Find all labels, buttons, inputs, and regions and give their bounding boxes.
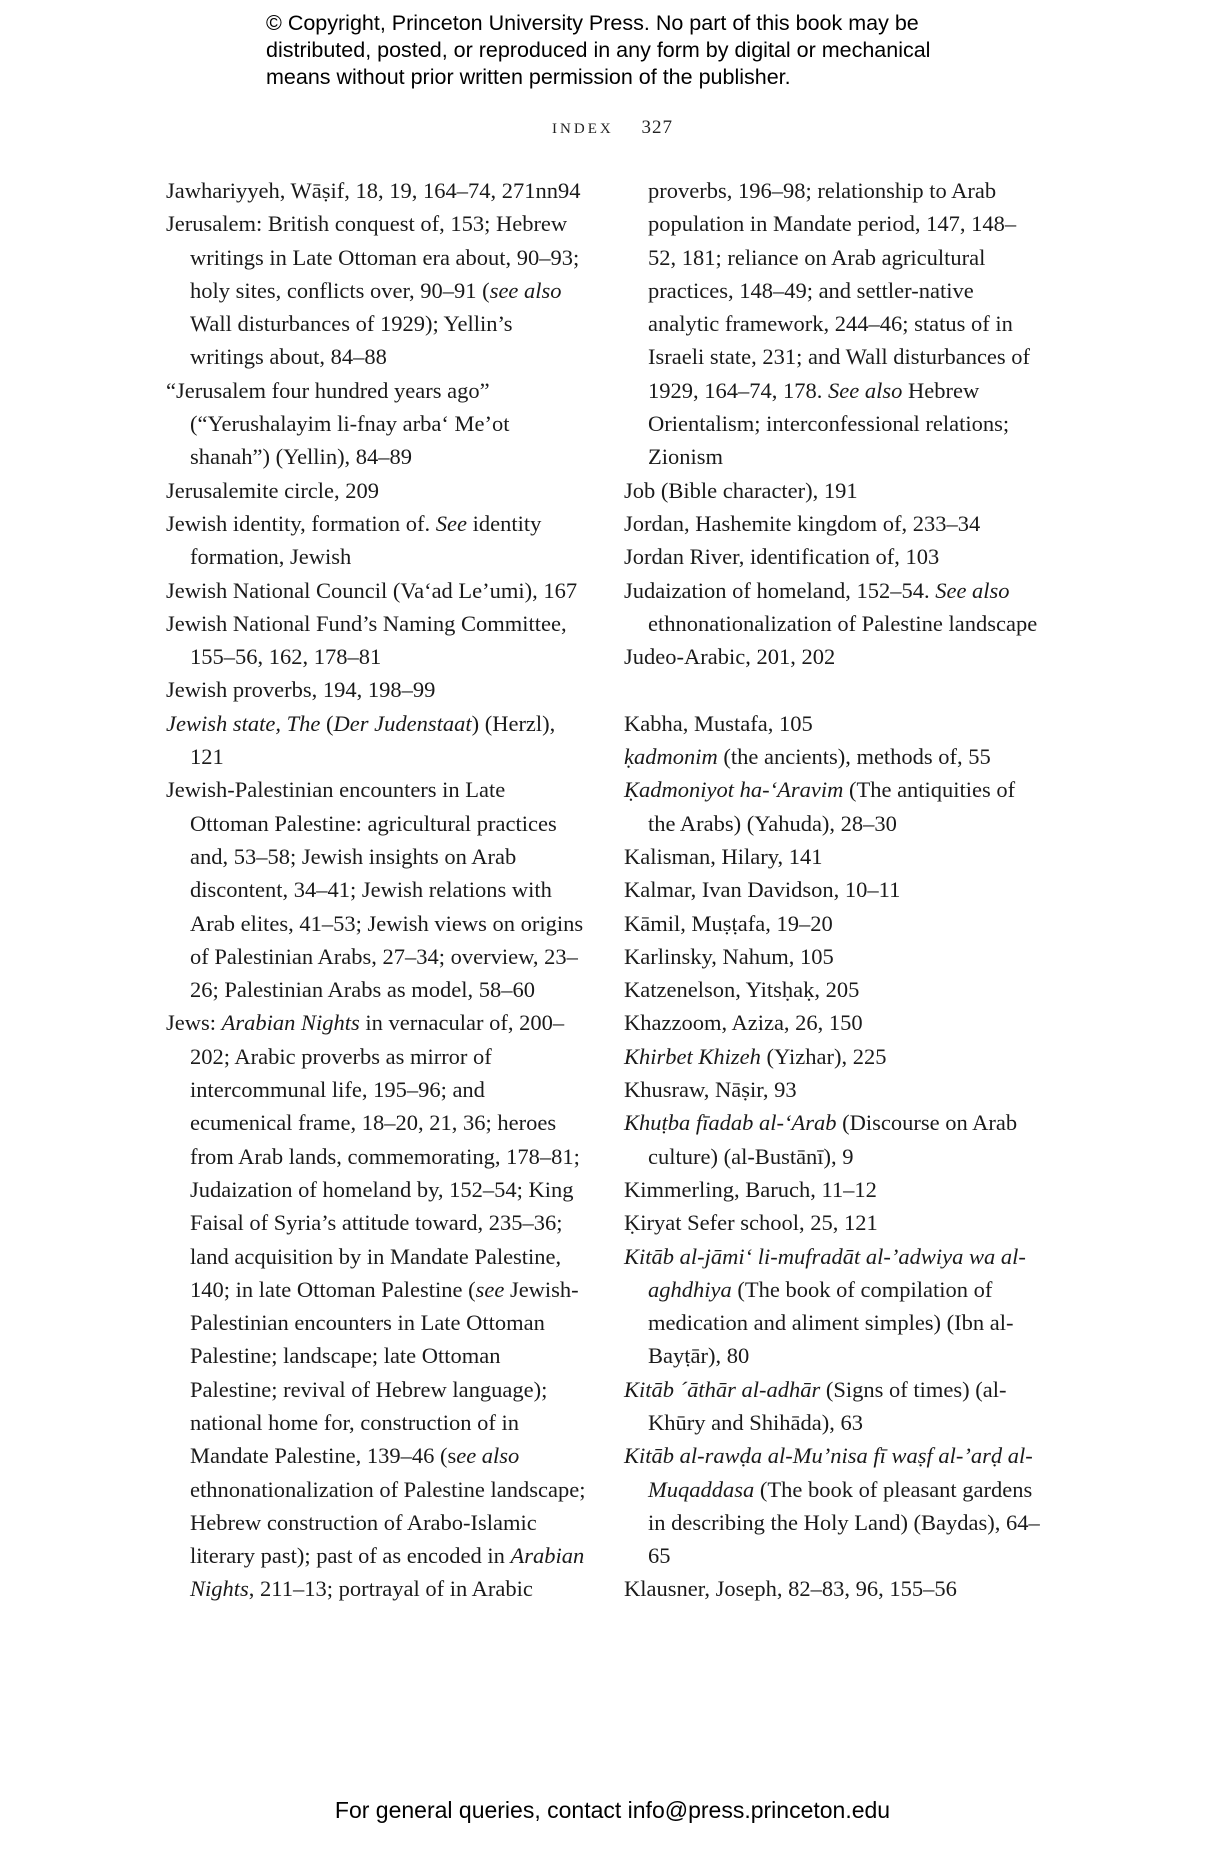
index-entry: ḳadmonim (the ancients), methods of, 55 <box>624 744 991 770</box>
index-entry: Jordan River, identification of, 103 <box>624 544 940 570</box>
index-entry: Jewish identity, formation of. See identity formation, Jewish <box>166 510 542 570</box>
index-entry: Jewish proverbs, 194, 198–99 <box>166 677 436 703</box>
index-entry: Ḳiryat Sefer school, 25, 121 <box>624 1210 878 1236</box>
index-entry: Kabha, Mustafa, 105 <box>624 710 813 736</box>
index-entry: Jews: Arabian Nights in vernacular of, 200–202; Arabic proverbs as mirror of intercommunal life, 195–96; and ecumenical frame, 18–20, 21, 36; heroes from Arab lands, commemorating, 178–81; Judaization of homeland by, 152–54; King Faisal of Syria’s attitude toward, 235–36; land acquisition by in Mandate Palestine, 140; in late Ottoman Palestine (see Jewish-Palestinian encounters in Late Ottoman Palestine; landscape; late Ottoman Palestine; revival of Hebrew language); national home for, construction of in Mandate Palestine, 139–46 (see also ethnonationalization of Palestine landscape; Hebrew construction of Arabo-Islamic literary past); past of as encoded in Arabian Nights, 211–13; portrayal of in Arabic <box>166 1010 586 1602</box>
index-entry: Jerusalemite circle, 209 <box>166 477 380 503</box>
running-head-label: index <box>552 114 614 138</box>
letter-section-gap <box>624 673 1044 706</box>
footer-contact: For general queries, contact info@press.princeton.edu <box>334 1797 891 1823</box>
copyright-line: distributed, posted, or reproduced in any form by digital or mechanical <box>266 38 931 62</box>
index-entry: Jewish National Fund’s Naming Committee, 155–56, 162, 178–81 <box>166 610 567 670</box>
index-entry: Ḳadmoniyot ha-‘Aravim (The antiquities of the Arabs) (Yahuda), 28–30 <box>624 777 1016 836</box>
index-column-right <box>624 174 1044 1606</box>
index-entry: Jerusalem: British conquest of, 153; Hebrew writings in Late Ottoman era about, 90–93; holy sites, conflicts over, 90–91 (see also Wall disturbances of 1929); Yellin’s writings about, 84–88 <box>166 211 580 370</box>
index-entry: Jewish-Palestinian encounters in Late Ottoman Palestine: agricultural practices and, 53–58; Jewish insights on Arab discontent, 34–41; Jewish relations with Arab elites, 41–53; Jewish views on origins of Palestinian Arabs, 27–34; overview, 23–26; Palestinian Arabs as model, 58–60 <box>166 777 584 1003</box>
index-entry: Khazzoom, Aziza, 26, 150 <box>624 1010 863 1036</box>
index-entry: Karlinsky, Nahum, 105 <box>624 943 834 969</box>
index-entry: Jawhariyyeh, Wāṣif, 18, 19, 164–74, 271nn94 <box>166 178 581 203</box>
index-entry: Kitāb ´āthār al-adhār (Signs of times) (al-Khūry and Shihāda), 63 <box>624 1376 1007 1435</box>
index-entry: Kalmar, Ivan Davidson, 10–11 <box>624 877 901 903</box>
index-entry: Jewish state, The (Der Judenstaat) (Herzl), 121 <box>166 710 556 770</box>
copyright-line: means without prior written permission of the publisher. <box>266 65 791 89</box>
copyright-line: © Copyright, Princeton University Press. No part of this book may be <box>266 11 919 35</box>
index-entry: “Jerusalem four hundred years ago” (“Yerushalayim li-fnay arba‘ Me’ot shanah”) (Yellin), 84–89 <box>166 377 510 470</box>
index-entry: Jewish National Council (Va‘ad Le’umi), 167 <box>166 577 578 603</box>
index-entry: Kitāb al-rawḍa al-Mu’nisa fī waṣf al-’arḍ al-Muqaddasa (The book of pleasant gardens in describing the Holy Land) (Baydas), 64–65 <box>624 1443 1040 1569</box>
page-number: 327 <box>641 117 673 138</box>
index-entry: Judaization of homeland, 152–54. See also ethnonationalization of Palestine landscape <box>624 577 1038 636</box>
index-entry: Klausner, Joseph, 82–83, 96, 155–56 <box>624 1576 957 1602</box>
index-entry: Kalisman, Hilary, 141 <box>624 843 823 869</box>
copyright-notice <box>266 10 1026 91</box>
index-entry-continued: proverbs, 196–98; relationship to Arab population in Mandate period, 147, 148–52, 181; reliance on Arab agricultural practices, 148–49; and settler-native analytic framework, 244–46; status of in Israeli state, 231; and Wall disturbances of 1929, 164–74, 178. See also Hebrew Orientalism; interconfessional relations; Zionism <box>648 178 1031 470</box>
index-entry: Job (Bible character), 191 <box>624 477 858 503</box>
index-entry: Khirbet Khizeh (Yizhar), 225 <box>624 1043 887 1069</box>
index-entry: Khusraw, Nāṣir, 93 <box>624 1077 797 1103</box>
index-entry: Katzenelson, Yitsḥaḳ, 205 <box>624 977 860 1003</box>
index-entry: Kimmerling, Baruch, 11–12 <box>624 1176 877 1202</box>
index-entry: Kitāb al-jāmi‘ li-mufradāt al-’adwiya wa al-aghdhiya (The book of compilation of medication and aliment simples) (Ibn al-Bayṭār), 80 <box>624 1243 1026 1369</box>
running-head <box>0 114 1225 139</box>
index-entry: Judeo-Arabic, 201, 202 <box>624 644 836 670</box>
index-entry: Kāmil, Muṣṭafa, 19–20 <box>624 910 833 936</box>
index-column-left <box>166 174 586 1606</box>
index-entry: Jordan, Hashemite kingdom of, 233–34 <box>624 510 981 536</box>
index-entry: Khuṭba fīadab al-‘Arab (Discourse on Arab culture) (al-Bustānī), 9 <box>624 1110 1018 1169</box>
